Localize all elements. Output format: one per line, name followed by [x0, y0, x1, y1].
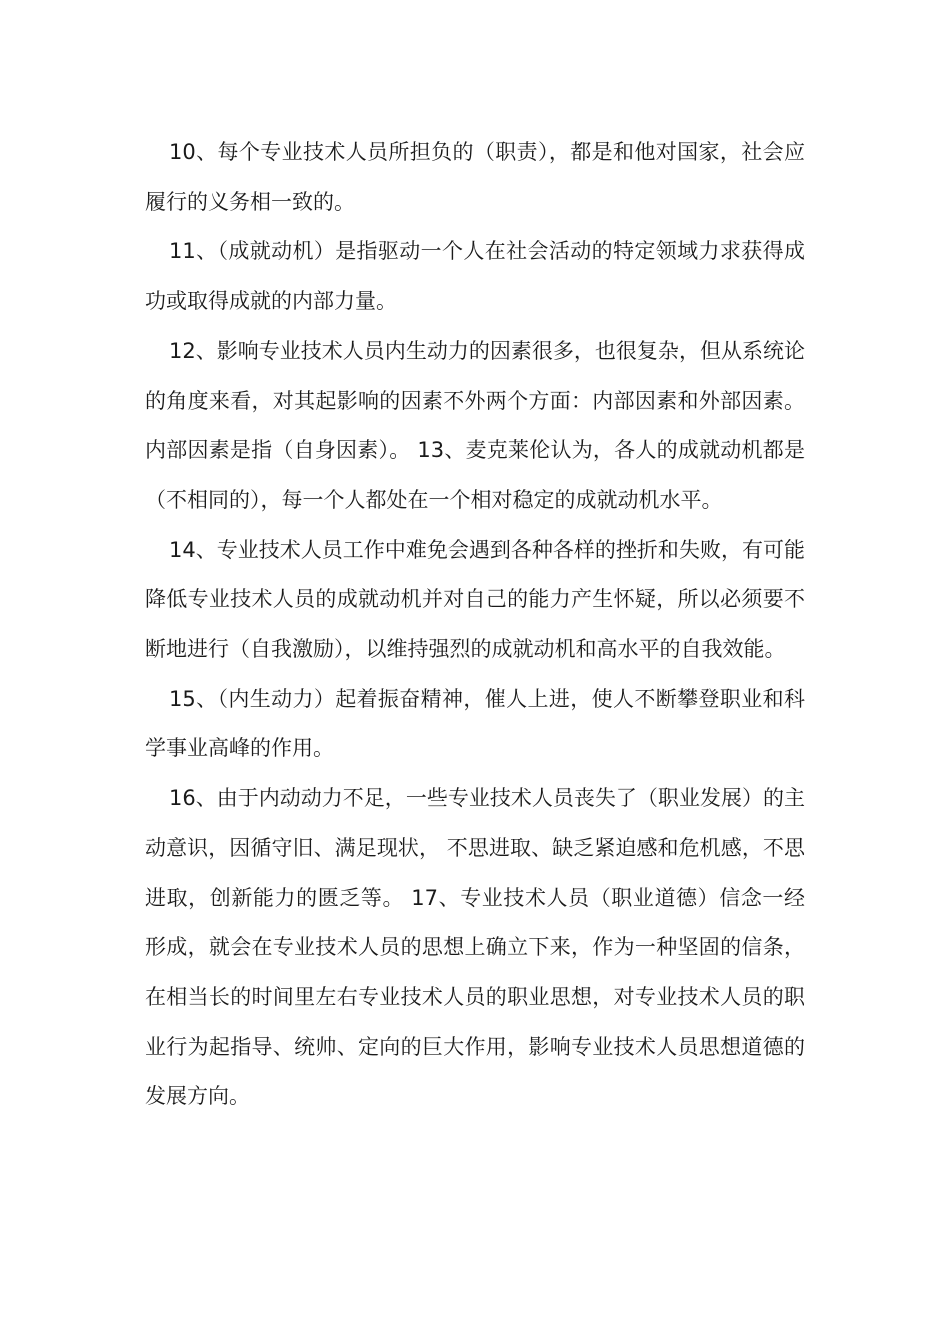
paragraph-16-17: 16、由于内动动力不足，一些专业技术人员丧失了（职业发展）的主动意识，因循守旧、满足现状， 不思进取、缺乏紧迫感和危机感，不思进取，创新能力的匮乏等。 17、专业技术人员（职业道德）信念一经形成，就会在专业技术人员的思想上确立下来，作为一种坚固的信条，在相当长的时间里左右专业技术人员的职业思想，对专业技术人员的职业行为起指导、统帅、定向的巨大作用，影响专业技术人员思想道德的发展方向。	[145, 786, 805, 1109]
paragraph-12-13: 12、影响专业技术人员内生动力的因素很多，也很复杂，但从系统论的角度来看，对其起影响的因素不外两个方面：内部因素和外部因素。内部因素是指（自身因素）。 13、麦克莱伦认为，各人的成就动机都是（不相同的），每一个人都处在一个相对稳定的成就动机水平。	[145, 338, 805, 512]
paragraph-10: 10、每个专业技术人员所担负的（职责），都是和他对国家，社会应履行的义务相一致的。	[145, 140, 805, 214]
paragraph-14: 14、专业技术人员工作中难免会遇到各种各样的挫折和失败，有可能降低专业技术人员的成就动机并对自己的能力产生怀疑，所以必须要不断地进行（自我激励），以维持强烈的成就动机和高水平的自我效能。	[145, 537, 805, 662]
paragraph-11: 11、（成就动机）是指驱动一个人在社会活动的特定领域力求获得成功或取得成就的内部力量。	[145, 239, 805, 314]
document-page	[145, 128, 805, 1122]
paragraph-15: 15、（内生动力）起着振奋精神，催人上进，使人不断攀登职业和科学事业高峰的作用。	[145, 686, 805, 761]
